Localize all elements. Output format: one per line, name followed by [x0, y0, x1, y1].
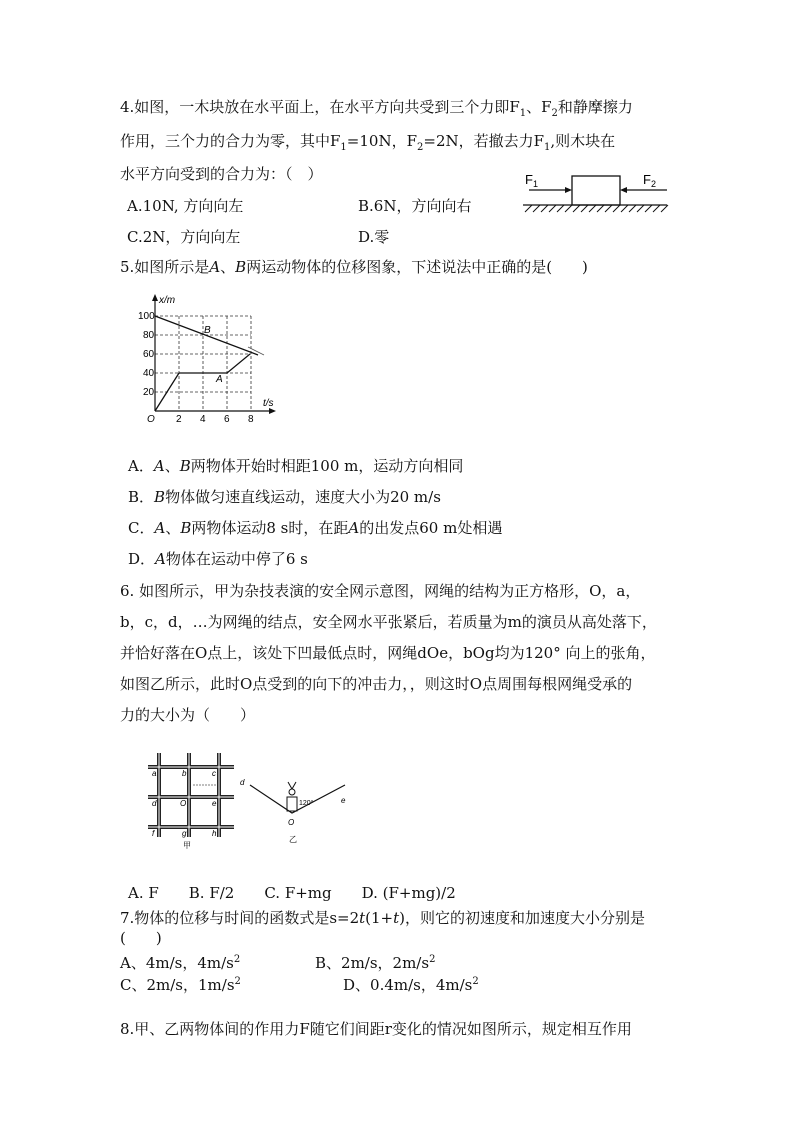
q7-option-b: B、2m/s，$2m/s^2$	[315, 954, 436, 972]
y-tick-100: 100	[138, 311, 155, 322]
x-tick-8: 8	[248, 414, 254, 422]
q5-option-c: C．A、B两物体运动8 s时，在距A的出发点60 m处相遇	[128, 519, 503, 537]
q4-block-figure	[515, 168, 675, 216]
node-c: c	[212, 769, 216, 778]
node-g: g	[182, 829, 187, 838]
label-e: e	[341, 796, 346, 805]
origin-label: O	[147, 414, 155, 422]
node-f: f	[152, 829, 155, 838]
wooden-block	[572, 176, 620, 205]
q6-line-5: 力的大小为（ ）	[120, 706, 256, 724]
node-e: e	[212, 799, 217, 808]
node-d: d	[152, 799, 157, 808]
node-a: a	[152, 769, 157, 778]
series-b-label: B	[204, 325, 211, 336]
q7-option-c: C、2m/s，$1m/s^2$	[120, 976, 241, 994]
force-f1-label: $F_1$	[525, 172, 538, 189]
x-tick-6: 6	[224, 414, 230, 422]
q6-line-4: 如图乙所示，此时O点受到的向下的冲击力，，则这时O点周围每根网绳受承的	[120, 675, 633, 693]
node-b: b	[182, 769, 187, 778]
q4-option-a: A.10N, 方向向左	[127, 197, 244, 215]
performer-head	[289, 789, 295, 795]
q6-net-figure	[142, 745, 357, 850]
angle-label: 120°	[299, 800, 314, 807]
y-tick-80: 80	[143, 330, 155, 341]
performer-body	[287, 797, 297, 811]
q5-option-d: D．A物体在运动中停了6 s	[128, 550, 308, 568]
x-axis-label: t/s	[263, 398, 274, 409]
q4-line3: 水平方向受到的合力为：（ ）	[120, 165, 323, 183]
q5-displacement-graph	[138, 292, 288, 422]
q6-line-3: 并恰好落在O点上，该处下凹最低点时，网绳dOe，bOg均为120° 向上的张角，	[120, 644, 656, 662]
series-a-dashed	[155, 392, 167, 411]
q8-line1: 8.甲、乙两物体间的作用力F随它们间距r变化的情况如图所示，规定相互作用	[120, 1020, 632, 1038]
q6-line-1: 6. 如图所示，甲为杂技表演的安全网示意图，网绳的结构为正方格形，O，a，	[120, 582, 641, 600]
force-f2-label: $F_2$	[643, 172, 656, 189]
net-ropes	[148, 753, 234, 837]
q5-option-b: B．B物体做匀速直线运动，速度大小为20 m/s	[128, 488, 441, 506]
y-tick-40: 40	[143, 368, 155, 379]
q6-line-2: b，c，d，…为网绳的结点，安全网水平张紧后，若质量为m的演员从高处落下，	[120, 613, 657, 631]
series-a-rise	[227, 354, 250, 373]
label-jia: 甲	[183, 841, 191, 850]
series-a-label: A	[216, 374, 223, 385]
force-f2-arrowhead	[620, 187, 627, 193]
q5-stem: 5.如图所示是A、B两运动物体的位移图象，下述说法中正确的是( )	[120, 258, 588, 276]
q4-line1: 4.如图，一木块放在水平面上，在水平方向共受到三个力即$F_1$、$F_2$和静摩擦力	[120, 98, 633, 119]
q6-options: A. F B. F/2 C. F+mg D. (F+mg)/2	[128, 884, 456, 902]
q4-option-d: D.零	[358, 228, 390, 246]
y-tick-60: 60	[143, 349, 155, 360]
x-tick-4: 4	[200, 414, 206, 422]
q7-stem: 7.物体的位移与时间的函数式是s=2t(1+t)，则它的初速度和加速度大小分别是	[120, 909, 646, 927]
y-axis-arrow	[152, 294, 158, 301]
q4-line2: 作用，三个力的合力为零，其中$F_1=10N$，$F_2=2N$，若撤去力$F_1$,则木块在	[120, 132, 616, 153]
q7-option-d: D、0.4m/s，$4m/s^2$	[343, 976, 479, 994]
q7-paren: ( )	[120, 929, 162, 947]
label-o: O	[288, 818, 295, 827]
q5-option-a: A．A、B两物体开始时相距100 m，运动方向相同	[128, 457, 464, 475]
graph-grid	[155, 316, 251, 411]
y-axis-label: x/m	[159, 295, 176, 306]
node-h: h	[212, 829, 217, 838]
ground-hatching	[525, 205, 668, 212]
label-yi: 乙	[289, 835, 297, 844]
y-tick-20: 20	[143, 387, 155, 398]
label-d: d	[240, 778, 245, 787]
q7-option-a: A、4m/s，$4m/s^2$	[120, 954, 241, 972]
x-tick-2: 2	[176, 414, 182, 422]
q4-option-c: C.2N，方向向左	[127, 228, 241, 246]
node-o: O	[180, 799, 187, 808]
force-f1-arrowhead	[565, 187, 572, 193]
q4-option-b: B.6N，方向向右	[358, 197, 472, 215]
